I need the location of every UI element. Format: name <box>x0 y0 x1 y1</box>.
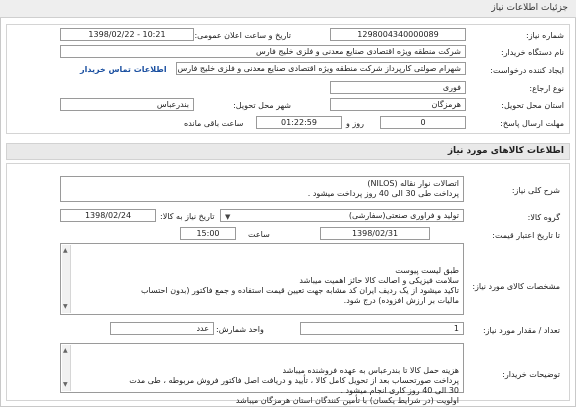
announce-field: 1398/02/22 - 10:21 <box>60 28 194 41</box>
remaining-label: ساعت باقی مانده <box>184 119 244 128</box>
buyer-notes-field <box>60 343 464 405</box>
buyer-label: نام دستگاه خریدار: <box>501 48 564 57</box>
notes-scrollbar[interactable] <box>62 345 71 391</box>
spec-text: طبق لیست پیوست سلامت فیزیکی و اصالت کالا حائز اهمیت میباشد تاکید میشود از یک ردیف ایران کد مشابه جهت تعیین قیمت استفاده و جمع فاکتور (بدون احتساب مالیات بر ارزش افزوده) درج شود. <box>141 266 459 305</box>
priority-field: فوری <box>330 81 466 94</box>
spec-scrollbar[interactable] <box>62 245 71 313</box>
goods-section-header <box>6 143 570 160</box>
deadline-days-field: 0 <box>380 116 466 129</box>
spec-field <box>60 243 464 315</box>
city-label: شهر محل تحویل: <box>233 101 291 110</box>
deadline-label: مهلت ارسال پاسخ: <box>500 119 564 128</box>
creator-field: شهرام صولتی کارپرداز شرکت منطقه ویژه اقتصادی صنایع معدنی و فلزی خلیج فارس <box>176 62 466 75</box>
day-label: روز و <box>346 119 364 128</box>
scroll-up-icon[interactable]: ▲ <box>63 247 68 254</box>
province-label: استان محل تحویل: <box>501 101 564 110</box>
qty-label: تعداد / مقدار مورد نیاز: <box>482 326 560 335</box>
validity-label: تا تاریخ اعتبار قیمت: <box>492 231 560 240</box>
summary-field: اتصالات نوار نقاله (NILOS) پرداخت طی 30 الی 40 روز پرداخت میشود . <box>60 176 464 202</box>
contact-buyer-link[interactable]: اطلاعات تماس خریدار <box>80 65 167 74</box>
goods-section-title: اطلاعات کالاهای مورد نیاز <box>447 146 564 156</box>
chevron-down-icon: ▼ <box>225 213 231 221</box>
spec-label: مشخصات کالای مورد نیاز: <box>472 282 560 291</box>
group-value: تولید و فراوری صنعتی(سفارشی) <box>348 211 459 220</box>
validity-date-field[interactable]: 1398/02/31 <box>320 227 430 240</box>
page-header <box>0 0 576 18</box>
group-field[interactable] <box>220 209 464 222</box>
need-date-label: تاریخ نیاز به کالا: <box>160 212 215 221</box>
deadline-time-field: 01:22:59 <box>256 116 342 129</box>
province-field: هرمزگان <box>330 98 466 111</box>
validity-time-field[interactable]: 15:00 <box>180 227 236 240</box>
unit-field: عدد <box>110 322 214 335</box>
scroll-down-icon[interactable]: ▼ <box>63 303 68 310</box>
unit-label: واحد شمارش: <box>216 325 264 334</box>
page-title: جزئیات اطلاعات نیاز <box>491 3 568 13</box>
need-number-label: شماره نیاز: <box>526 31 564 40</box>
scroll-up-icon[interactable]: ▲ <box>63 347 68 354</box>
city-field: بندرعباس <box>60 98 194 111</box>
announce-label: تاریخ و ساعت اعلان عمومی: <box>194 31 291 40</box>
group-label: گروه کالا: <box>527 213 560 222</box>
buyer-notes-text: هزینه حمل کالا تا بندرعباس به عهده فروشنده میباشد پرداخت صورتحساب بعد از تحویل کامل کالا ، تأیید و دریافت اصل فاکتور فروش مربوطه ، طی مدت 30 الی 40 روز کاری انجام میشود . اولویت (در شرایط یکسان) با تأمین کنندگان استان هرمزگان میباشد <box>129 366 459 405</box>
need-number-field: 1298004340000089 <box>330 28 466 41</box>
qty-field: 1 <box>300 322 464 335</box>
priority-label: نوع ارجاع: <box>529 84 564 93</box>
need-date-field: 1398/02/24 <box>60 209 156 222</box>
scroll-down-icon[interactable]: ▼ <box>63 381 68 388</box>
creator-label: ایجاد کننده درخواست: <box>490 66 564 75</box>
buyer-notes-label: توضیحات خریدار: <box>502 370 560 379</box>
buyer-field: شرکت منطقه ویژه اقتصادی صنایع معدنی و فلزی خلیج فارس <box>60 45 466 58</box>
time-label: ساعت <box>248 230 270 239</box>
summary-label: شرح کلی نیاز: <box>511 186 560 195</box>
